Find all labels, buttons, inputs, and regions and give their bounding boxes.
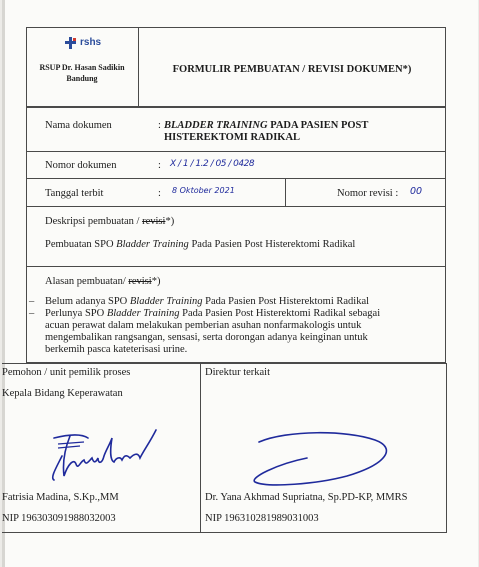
reason-bullet-2-line-4: berkemih pasca kateterisasi urine. — [45, 344, 188, 355]
description-text: Pembuatan SPO Bladder Training Pada Pasien Post Histerektomi Radikal — [45, 239, 356, 250]
hospital-name: RSUP Dr. Hasan Sadikin — [39, 63, 125, 72]
director-name: Dr. Yana Akhmad Supriatna, Sp.PD-KP, MMRS — [205, 492, 408, 503]
reason-bullet-1: Belum adanya SPO Bladder Training Pada Pasien Post Histerektomi Radikal — [45, 296, 370, 307]
doc-number-colon: : — [158, 160, 161, 171]
logo-text: rshs — [80, 37, 102, 48]
director-header: Direktur terkait — [205, 367, 271, 378]
document-page — [2, 0, 478, 567]
hospital-city: Bandung — [66, 74, 98, 83]
page-edge — [2, 0, 5, 567]
description-label: Deskripsi pembuatan / revisi*) — [45, 216, 175, 227]
bullet-dash: – — [29, 308, 35, 319]
revision-label: Nomor revisi : — [337, 188, 399, 199]
applicant-nip: NIP 196303091988032003 — [2, 513, 116, 524]
doc-name-colon: : — [158, 120, 161, 131]
doc-name-value-line2: HISTEREKTOMI RADIKAL — [164, 132, 301, 143]
reason-bullet-2-line-2: acuan perawat dalam melakukan pemberian asuhan nonfarmakologis untuk — [45, 320, 362, 331]
bullet-dash: – — [29, 296, 35, 307]
reason-bullet-2-line-3: mengembalikan rangsangan, sensasi, serta dorongan adanya keinginan untuk — [45, 332, 368, 343]
applicant-role: Kepala Bidang Keperawatan — [2, 388, 123, 399]
reason-label: Alasan pembuatan/ revisi*) — [45, 276, 161, 287]
doc-number-label: Nomor dokumen — [45, 160, 117, 171]
applicant-name: Fatrisia Madina, S.Kp.,MM — [2, 492, 119, 503]
applicant-signature — [40, 416, 170, 486]
form-title: FORMULIR PEMBUATAN / REVISI DOKUMEN*) — [172, 64, 412, 75]
director-signature — [247, 422, 407, 492]
hospital-logo — [64, 37, 114, 51]
doc-number-value: X / 1 / 1.2 / 05 / 0428 — [170, 159, 255, 169]
issue-date-value: 8 Oktober 2021 — [172, 186, 235, 195]
logo-mark-icon — [64, 37, 78, 49]
director-nip: NIP 196310281989031003 — [205, 513, 319, 524]
revision-value: 00 — [410, 186, 423, 197]
applicant-header: Pemohon / unit pemilik proses — [2, 367, 131, 378]
reason-bullet-2-line-1: Perlunya SPO Bladder Training Pada Pasien Post Histerektomi Radikal sebagai — [45, 308, 381, 319]
doc-name-value: BLADDER TRAINING PADA PASIEN POST — [164, 120, 369, 131]
doc-name-label: Nama dokumen — [45, 120, 112, 131]
issue-date-colon: : — [158, 188, 161, 199]
issue-date-label: Tanggal terbit — [45, 188, 104, 199]
